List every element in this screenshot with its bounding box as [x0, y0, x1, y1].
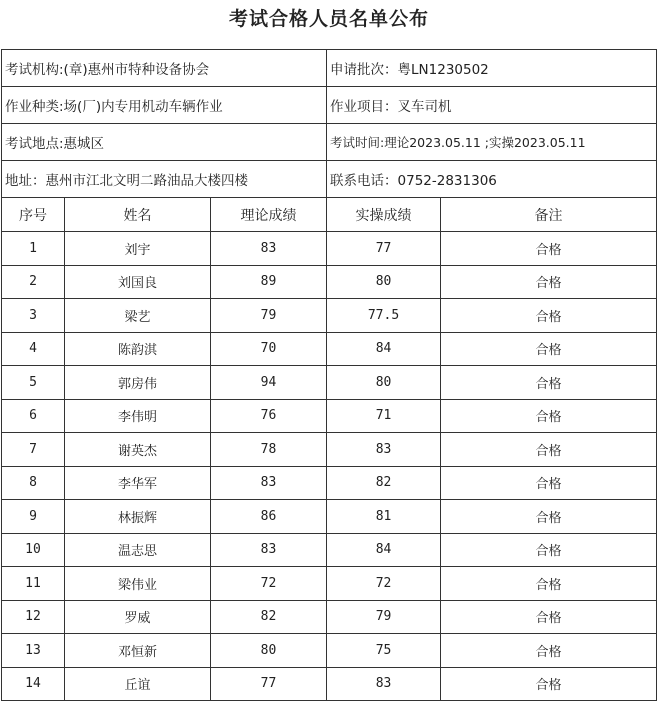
cell-remark: 合格: [441, 332, 657, 366]
cell-theory: 80: [211, 634, 327, 668]
cell-name: 郭房伟: [65, 366, 211, 400]
cell-no: 2: [2, 265, 65, 299]
cell-remark: 合格: [441, 667, 657, 701]
exam-org: 考试机构:(章)惠州市特种设备协会: [2, 50, 327, 87]
cell-practice: 84: [327, 332, 441, 366]
contact-phone: 联系电话：0752-2831306: [327, 161, 657, 198]
results-table-body: [2, 50, 657, 701]
cell-practice: 83: [327, 433, 441, 467]
cell-no: 6: [2, 399, 65, 433]
table-row: [2, 232, 657, 266]
cell-theory: 94: [211, 366, 327, 400]
cell-practice: 77: [327, 232, 441, 266]
cell-theory: 89: [211, 265, 327, 299]
cell-practice: 83: [327, 667, 441, 701]
cell-no: 12: [2, 600, 65, 634]
cell-no: 14: [2, 667, 65, 701]
col-header-no: 序号: [2, 198, 65, 232]
table-row: [2, 265, 657, 299]
cell-name: 梁伟业: [65, 567, 211, 601]
cell-theory: 83: [211, 533, 327, 567]
table-row: [2, 533, 657, 567]
cell-no: 13: [2, 634, 65, 668]
cell-remark: 合格: [441, 433, 657, 467]
cell-remark: 合格: [441, 232, 657, 266]
cell-no: 10: [2, 533, 65, 567]
info-row-3: [2, 124, 657, 161]
cell-no: 4: [2, 332, 65, 366]
cell-practice: 81: [327, 500, 441, 534]
cell-remark: 合格: [441, 399, 657, 433]
cell-practice: 72: [327, 567, 441, 601]
cell-theory: 83: [211, 232, 327, 266]
cell-theory: 86: [211, 500, 327, 534]
work-item: 作业项目：叉车司机: [327, 87, 657, 124]
cell-name: 梁艺: [65, 299, 211, 333]
cell-practice: 82: [327, 466, 441, 500]
cell-practice: 71: [327, 399, 441, 433]
table-row: [2, 466, 657, 500]
cell-remark: 合格: [441, 265, 657, 299]
cell-theory: 77: [211, 667, 327, 701]
table-row: [2, 500, 657, 534]
cell-name: 李伟明: [65, 399, 211, 433]
cell-no: 1: [2, 232, 65, 266]
cell-remark: 合格: [441, 533, 657, 567]
cell-no: 7: [2, 433, 65, 467]
cell-theory: 83: [211, 466, 327, 500]
table-row: [2, 332, 657, 366]
cell-remark: 合格: [441, 600, 657, 634]
exam-location: 考试地点:惠城区: [2, 124, 327, 161]
work-category: 作业种类:场(厂)内专用机动车辆作业: [2, 87, 327, 124]
info-row-1: [2, 50, 657, 87]
col-header-name: 姓名: [65, 198, 211, 232]
cell-name: 丘谊: [65, 667, 211, 701]
cell-practice: 80: [327, 265, 441, 299]
cell-theory: 76: [211, 399, 327, 433]
cell-remark: 合格: [441, 299, 657, 333]
cell-no: 5: [2, 366, 65, 400]
cell-practice: 84: [327, 533, 441, 567]
cell-name: 李华军: [65, 466, 211, 500]
cell-no: 11: [2, 567, 65, 601]
table-row: [2, 634, 657, 668]
cell-no: 3: [2, 299, 65, 333]
cell-theory: 70: [211, 332, 327, 366]
table-row: [2, 567, 657, 601]
info-row-4: [2, 161, 657, 198]
cell-theory: 79: [211, 299, 327, 333]
cell-name: 林振辉: [65, 500, 211, 534]
cell-name: 刘国良: [65, 265, 211, 299]
cell-practice: 77.5: [327, 299, 441, 333]
info-row-2: [2, 87, 657, 124]
cell-no: 9: [2, 500, 65, 534]
page-title: 考试合格人员名单公布: [228, 8, 429, 30]
application-batch: 申请批次：粤LN1230502: [327, 50, 657, 87]
cell-name: 谢英杰: [65, 433, 211, 467]
cell-theory: 78: [211, 433, 327, 467]
table-header: [2, 198, 657, 232]
address: 地址：惠州市江北文明二路油品大楼四楼: [2, 161, 327, 198]
cell-name: 温志思: [65, 533, 211, 567]
col-header-theory: 理论成绩: [211, 198, 327, 232]
table-row: [2, 366, 657, 400]
cell-practice: 75: [327, 634, 441, 668]
cell-remark: 合格: [441, 500, 657, 534]
table-row: [2, 600, 657, 634]
col-header-practice: 实操成绩: [327, 198, 441, 232]
table-row: [2, 399, 657, 433]
cell-practice: 79: [327, 600, 441, 634]
cell-no: 8: [2, 466, 65, 500]
cell-practice: 80: [327, 366, 441, 400]
table-row: [2, 433, 657, 467]
cell-theory: 72: [211, 567, 327, 601]
exam-time: 考试时间:理论2023.05.11 ;实操2023.05.11: [327, 124, 657, 161]
cell-remark: 合格: [441, 634, 657, 668]
cell-name: 陈韵淇: [65, 332, 211, 366]
results-table: [1, 49, 657, 701]
cell-name: 刘宇: [65, 232, 211, 266]
cell-name: 罗威: [65, 600, 211, 634]
table-row: [2, 299, 657, 333]
col-header-remark: 备注: [441, 198, 657, 232]
cell-remark: 合格: [441, 567, 657, 601]
cell-theory: 82: [211, 600, 327, 634]
cell-remark: 合格: [441, 466, 657, 500]
cell-name: 邓恒新: [65, 634, 211, 668]
cell-remark: 合格: [441, 366, 657, 400]
table-row: [2, 667, 657, 701]
